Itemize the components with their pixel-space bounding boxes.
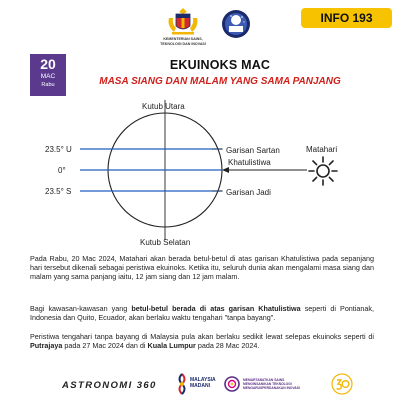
mosti-slogan-logo: MEMARTABATKAN SAINS MENGINSANIKAN TEKNOLOGI MENGARUSPERDANAKAN INOVASI [224,376,314,392]
tropic-cancer-label: Garisan Sartan [226,146,280,155]
north-pole-label: Kutub Utara [142,102,185,111]
date-box [30,54,66,96]
anniversary-badge-icon [330,372,354,396]
lat-south-label: 23.5° S [45,187,72,196]
arrowhead-icon [222,167,229,173]
paragraph-no-shadow: Bagi kawasan-kawasan yang betul-betul berada di atas garisan Khatulistiwa seperti di Pontianak, Indonesia dan Quito, Ecuador, akan berlaku waktu tengahari "tanpa bayang". [30,304,374,323]
equinox-diagram [0,96,400,246]
malaysia-madani-logo: MALAYSIA MADANI [176,373,222,395]
jata-negara-crest-icon [166,6,200,36]
paragraph-equinox: Pada Rabu, 20 Mac 2024, Matahari akan berada betul-betul di atas garisan Khatulistiwa pada sepanjang hari tersebut dikenali sebagai peristiwa ekuinoks. Ketika itu, seluruh dunia akan mengalami masa siang dan malam yang sama panjang iaitu, 12 jam siang dan 12 jam malam. [30,254,374,282]
equator-label: Khatulistiwa [228,158,271,167]
date-day: 20 [40,56,56,72]
lat-north-label: 23.5° U [45,145,72,154]
astronomi-360-logo: ASTRONOMI 360 [62,380,157,391]
sun-icon [309,157,337,185]
madani-emblem-icon [176,373,188,395]
sun-label: Matahari [306,145,338,154]
info-number-badge: INFO 193 [301,8,392,28]
lat-zero-label: 0° [58,166,66,175]
page-subtitle: MASA SIANG DAN MALAM YANG SAMA PANJANG [99,76,341,87]
paragraph-malaysia: Peristiwa tengahari tanpa bayang di Malaysia pula akan berlaku sedikit lewat selepas ekuinoks seperti di Putrajaya pada 27 Mac 2024 dan di Kuala Lumpur pada 28 Mac 2024. [30,332,374,351]
date-weekday: Rabu [41,82,55,88]
south-pole-label: Kutub Selatan [140,238,191,246]
mosti-swirl-icon [224,376,240,392]
planetarium-logo-icon [220,8,252,40]
tropic-capricorn-label: Garisan Jadi [226,188,271,197]
ministry-caption: KEMENTERIAN SAINS, TEKNOLOGI DAN INOVASI [160,37,206,46]
page-title: EKUINOKS MAC [169,58,271,72]
date-month: MAC [40,73,56,80]
